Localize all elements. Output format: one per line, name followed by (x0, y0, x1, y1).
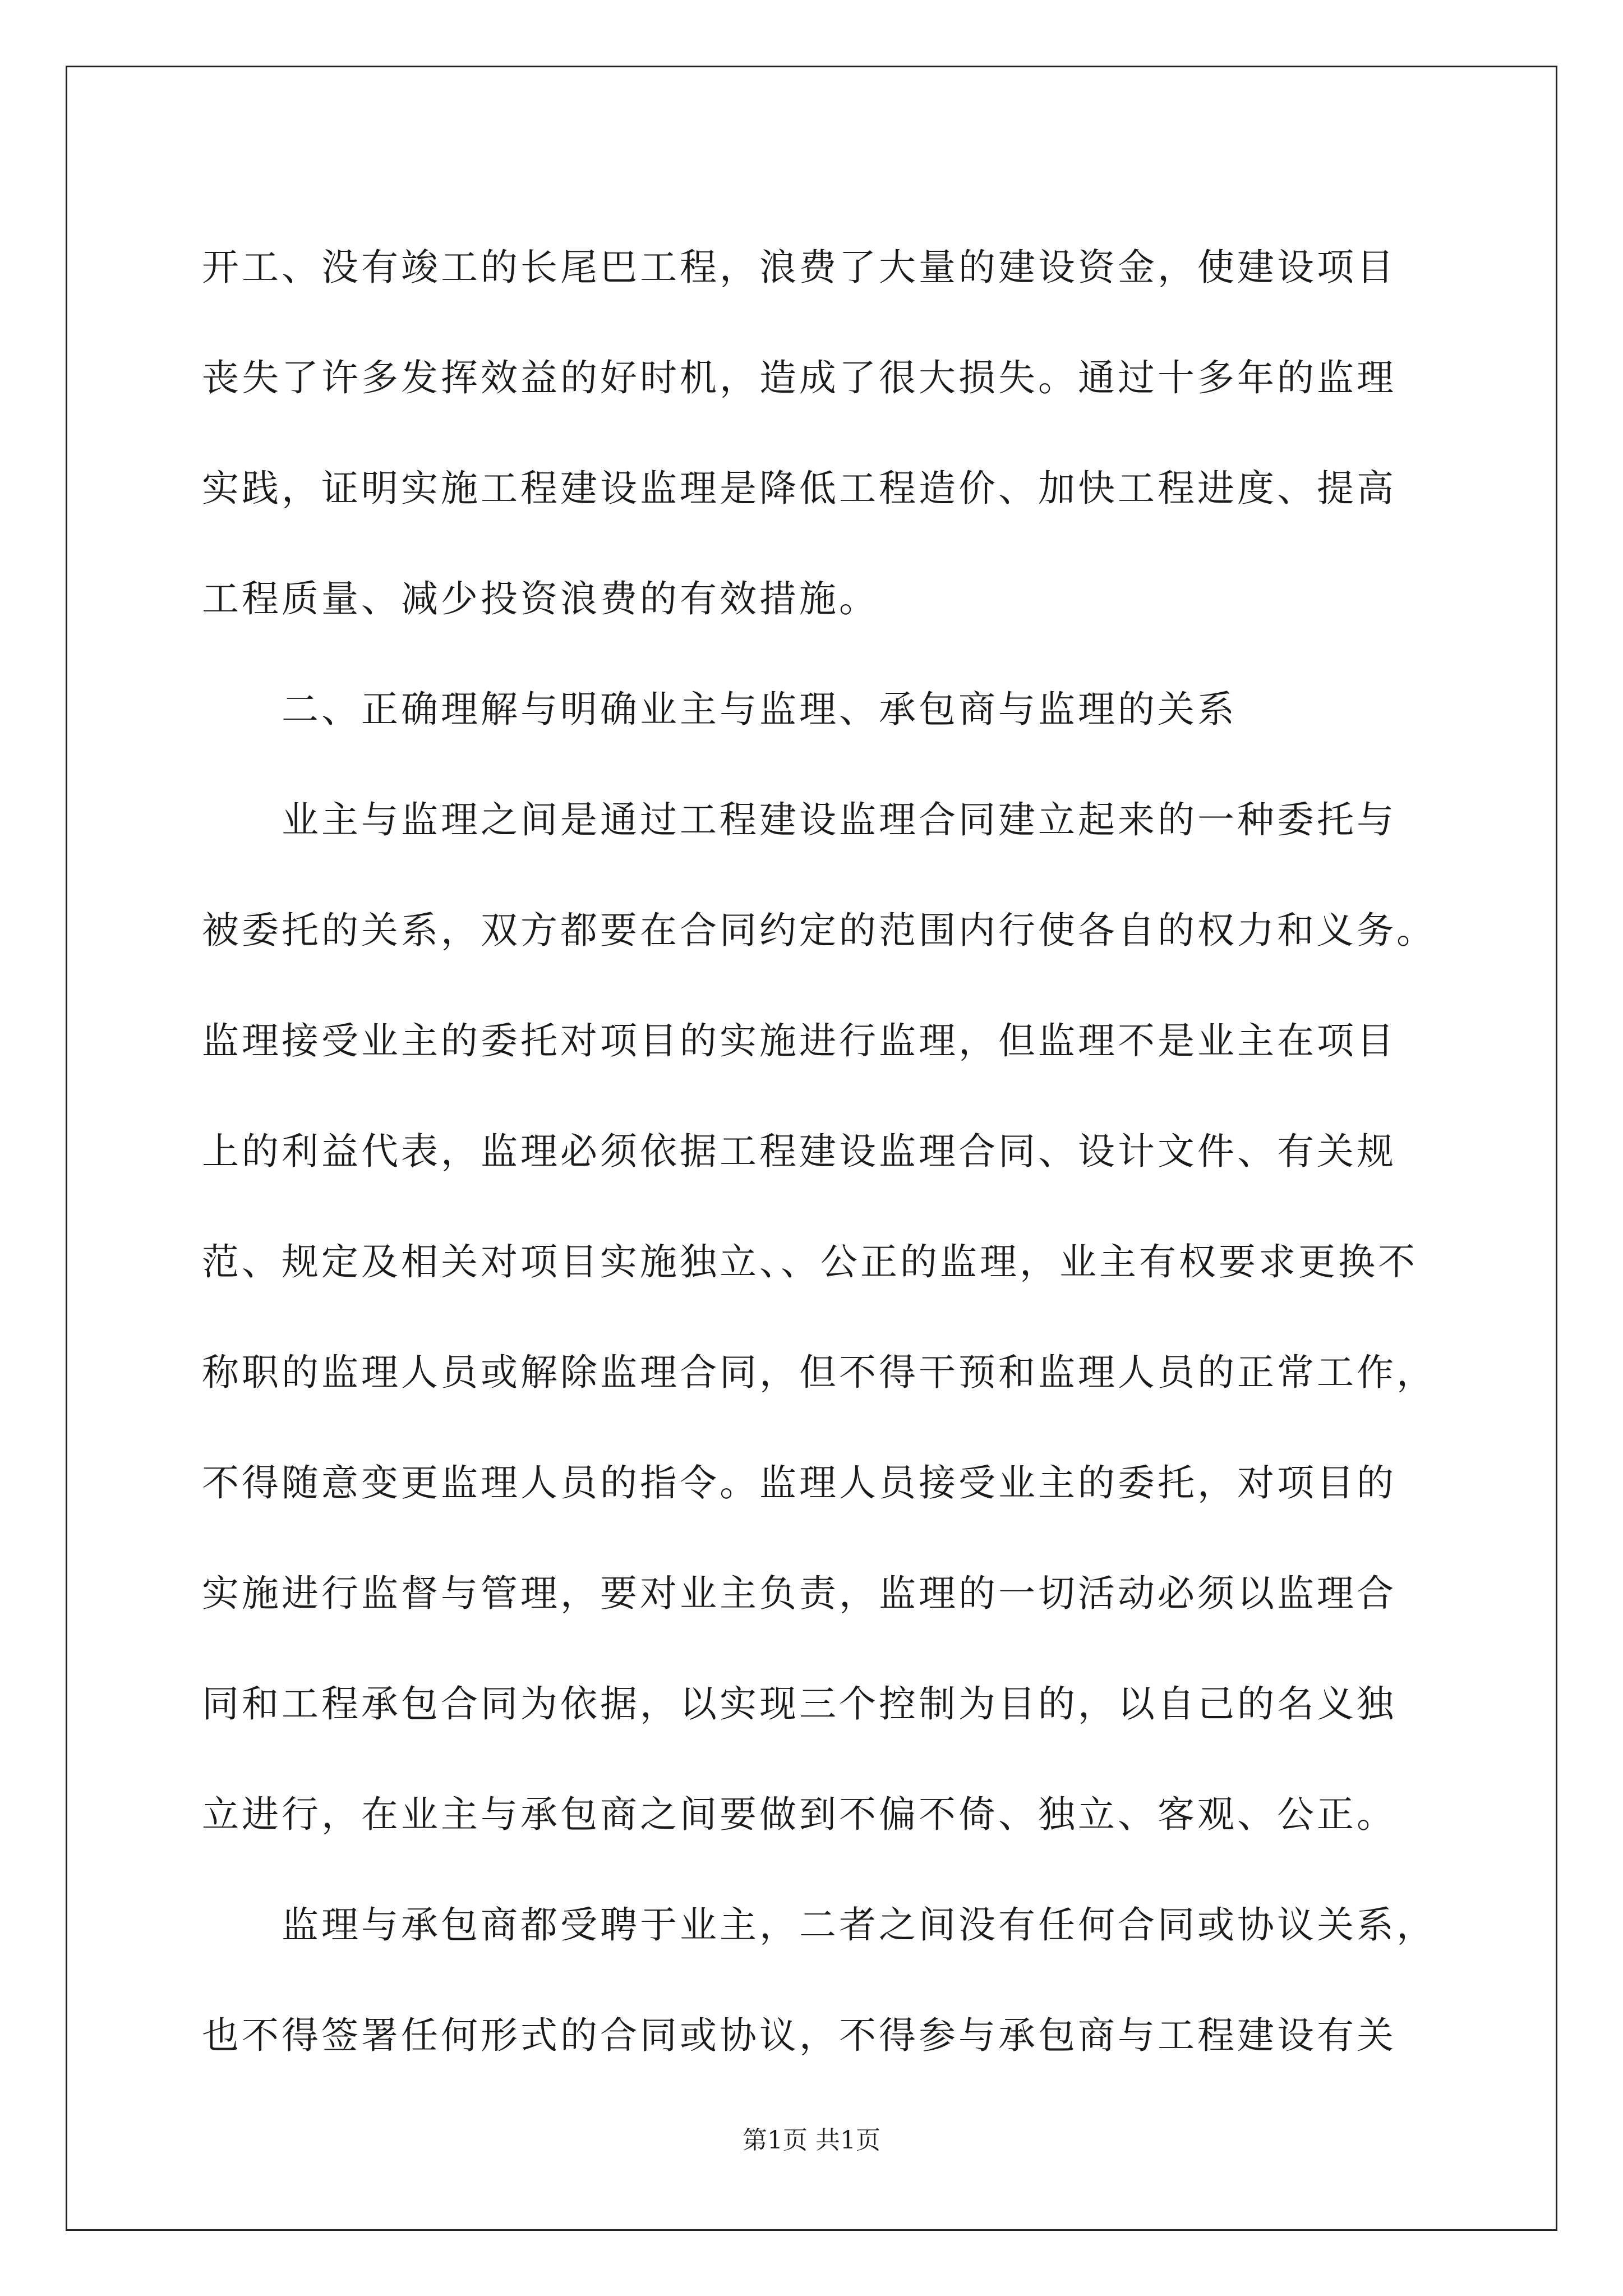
text-line: 监理接受业主的委托对项目的实施进行监理，但监理不是业主在项目 (202, 1019, 1396, 1062)
text-line: 称职的监理人员或解除监理合同，但不得干预和监理人员的正常工作， (202, 1351, 1436, 1394)
text-line: 立进行，在业主与承包商之间要做到不偏不倚、独立、客观、公正。 (202, 1793, 1396, 1836)
paragraph-start-line: 监理与承包商都受聘于业主，二者之间没有任何合同或协议关系， (282, 1903, 1436, 1947)
text-line: 工程质量、减少投资浪费的有效措施。 (202, 577, 879, 620)
page-footer: 第1页 共1页 (743, 2126, 880, 2155)
section-heading: 二、正确理解与明确业主与监理、承包商与监理的关系 (282, 688, 1237, 731)
text-line: 实施进行监督与管理，要对业主负责，监理的一切活动必须以监理合 (202, 1572, 1396, 1615)
text-line: 被委托的关系，双方都要在合同约定的范围内行使各自的权力和义务。 (202, 909, 1436, 952)
text-line: 丧失了许多发挥效益的好时机，造成了很大损失。通过十多年的监理 (202, 356, 1396, 399)
document-body (202, 212, 1436, 2091)
text-line: 实践，证明实施工程建设监理是降低工程造价、加快工程进度、提高 (202, 467, 1396, 510)
text-line: 同和工程承包合同为依据，以实现三个控制为目的，以自己的名义独 (202, 1682, 1396, 1726)
text-line: 上的利益代表，监理必须依据工程建设监理合同、设计文件、有关规 (202, 1130, 1396, 1173)
paragraph-start-line: 业主与监理之间是通过工程建设监理合同建立起来的一种委托与 (282, 798, 1396, 841)
text-line: 范、规定及相关对项目实施独立、、公正的监理，业主有权要求更换不 (202, 1240, 1418, 1283)
text-line: 不得随意变更监理人员的指令。监理人员接受业主的委托，对项目的 (202, 1461, 1396, 1504)
text-line: 开工、没有竣工的长尾巴工程，浪费了大量的建设资金，使建设项目 (202, 246, 1396, 289)
text-line: 也不得签署任何形式的合同或协议，不得参与承包商与工程建设有关 (202, 2014, 1396, 2057)
